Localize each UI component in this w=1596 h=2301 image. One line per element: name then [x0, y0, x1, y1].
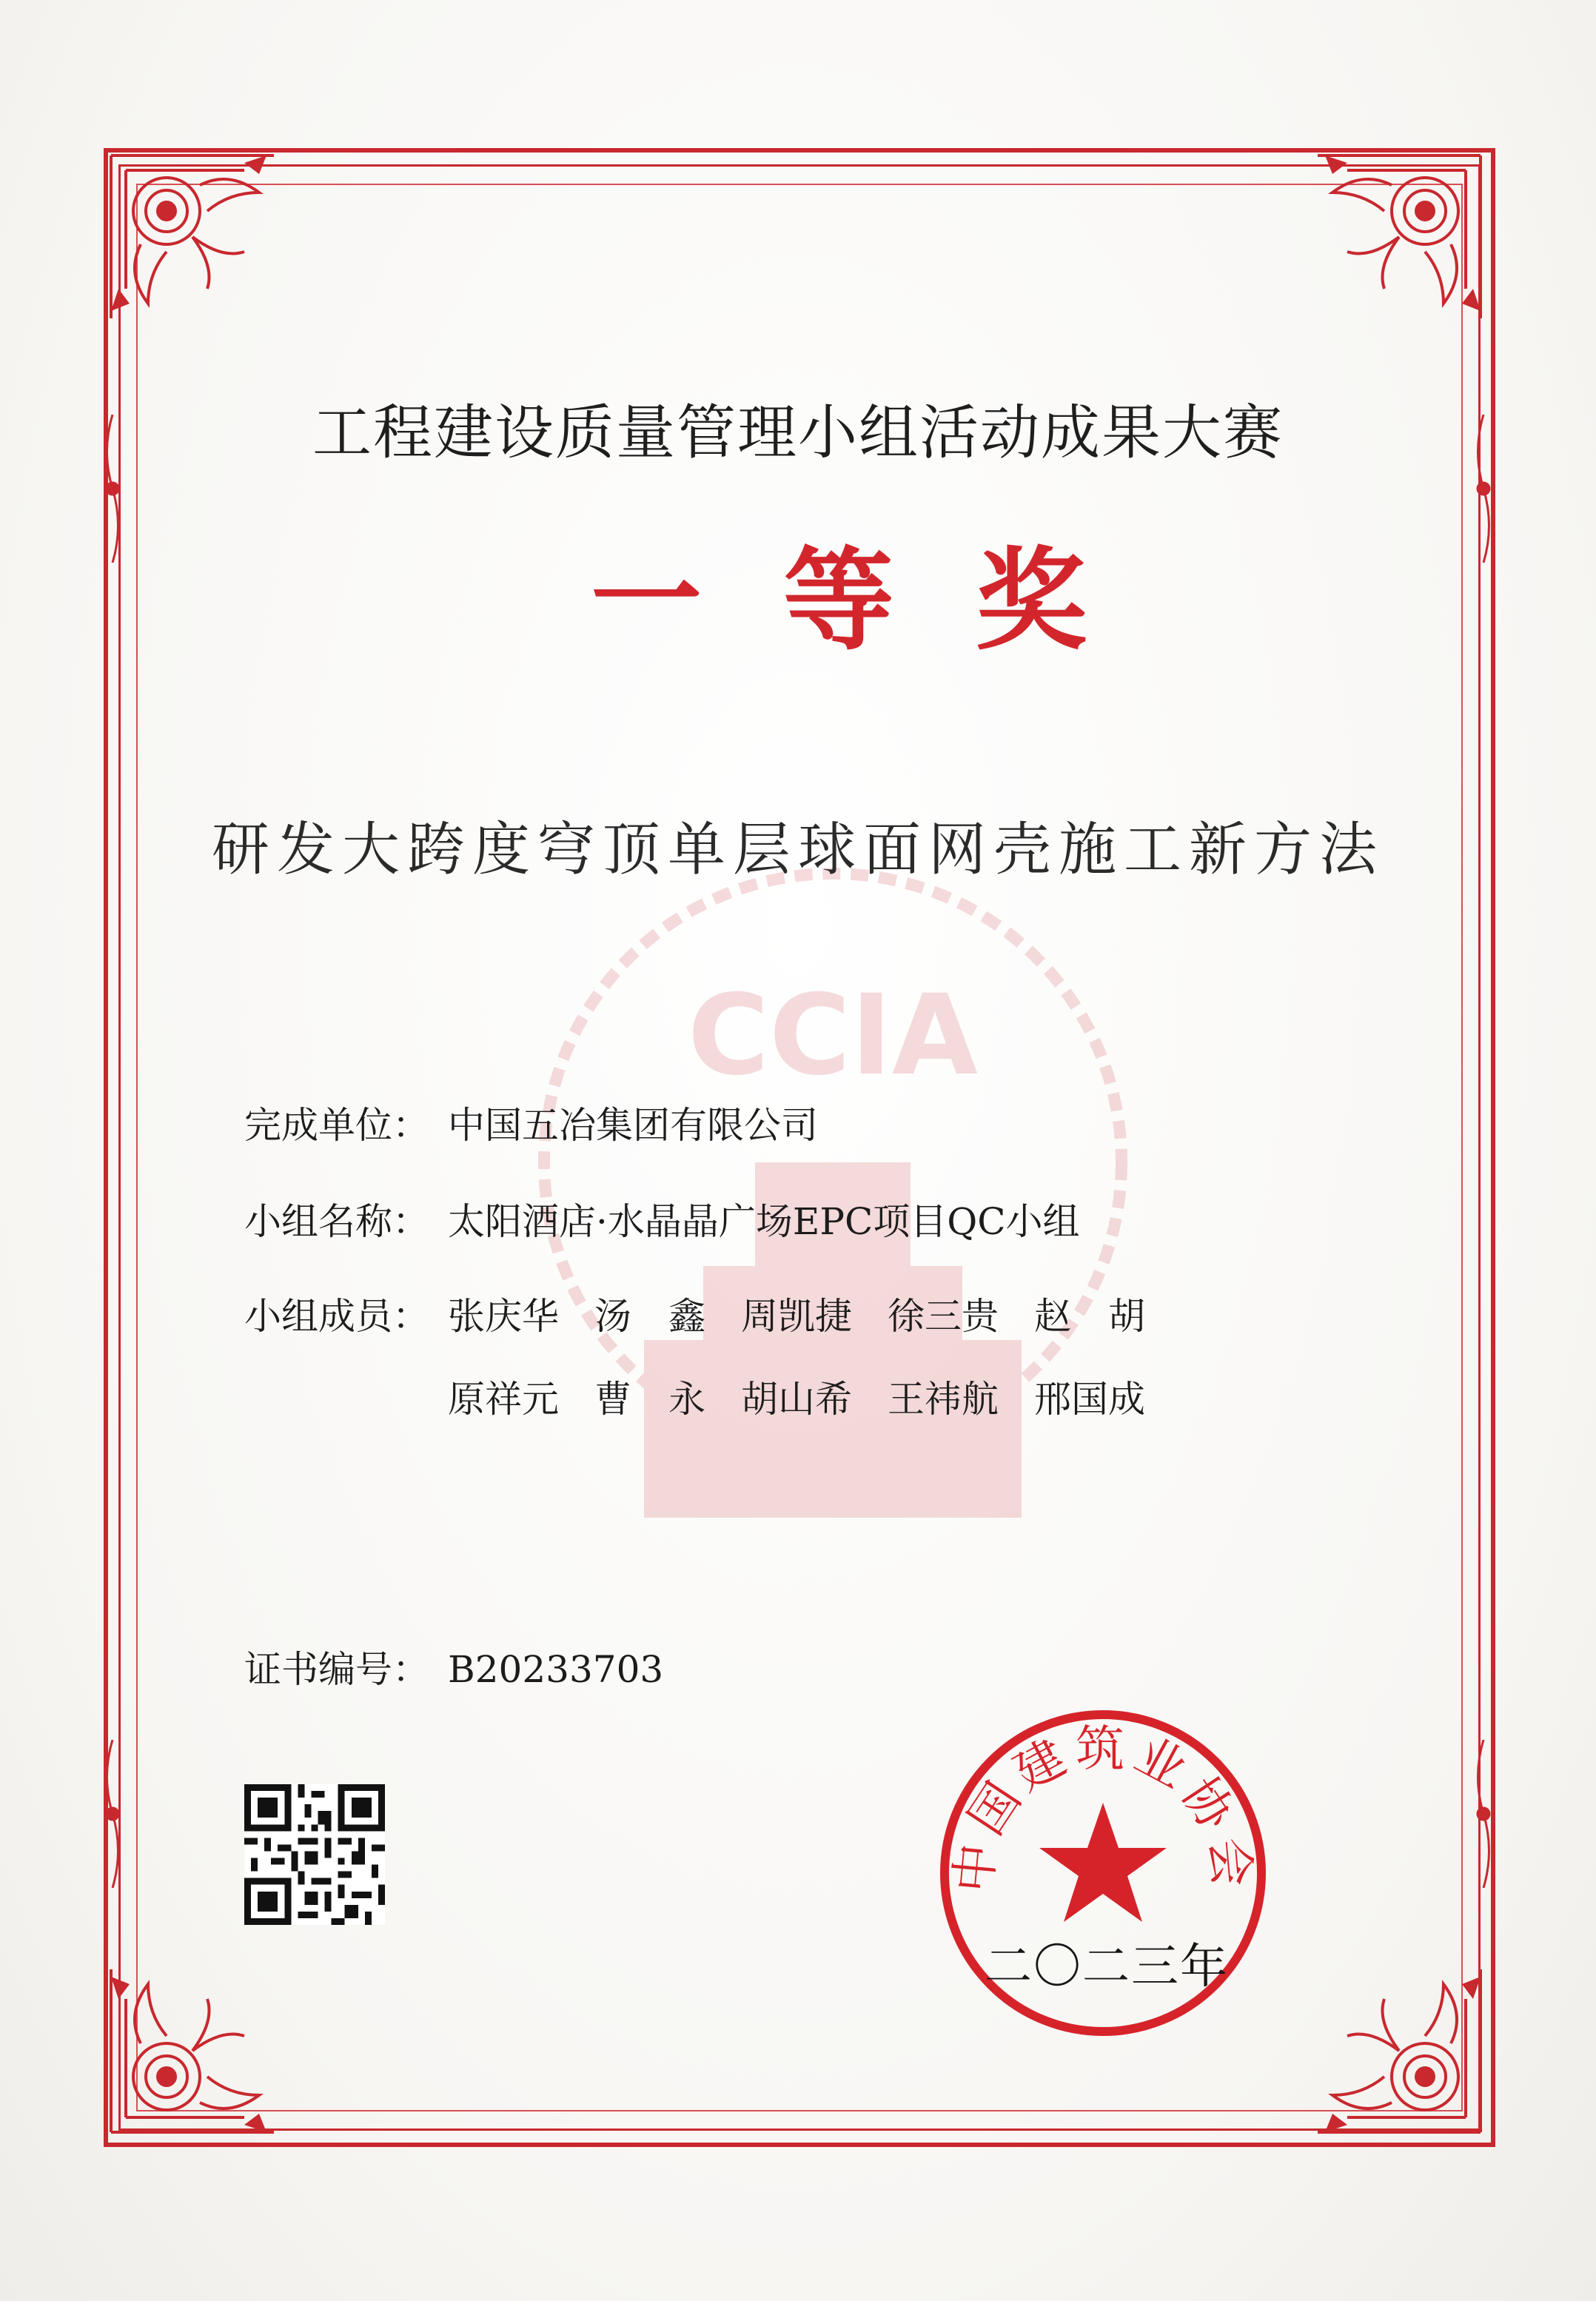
seal-star-icon	[1039, 1803, 1167, 1922]
issue-date: 二〇二三年	[985, 1940, 1229, 1994]
group-value: 太阳酒店·水晶晶广场EPC项目QC小组	[448, 1200, 1080, 1243]
corner-ornament-bottom-left	[96, 1955, 289, 2147]
seal-text: 中国建筑业协会	[945, 1720, 1261, 1895]
certificate-number-row	[244, 1640, 663, 1693]
watermark-text: CCIA	[687, 971, 979, 1100]
corner-ornament-top-left	[96, 141, 289, 333]
member-name: 原祥元	[448, 1378, 559, 1421]
member-name: 胡山希	[741, 1378, 852, 1421]
members-row-1	[244, 1287, 1181, 1340]
member-name: 王祎航	[888, 1378, 999, 1421]
project-title: 研发大跨度穹顶单层球面网壳施工新方法	[211, 817, 1384, 883]
qr-code-icon[interactable]	[244, 1784, 385, 1925]
competition-title: 工程建设质量管理小组活动成果大赛	[312, 398, 1284, 467]
group-row	[244, 1192, 1080, 1245]
member-name: 张庆华	[448, 1295, 559, 1338]
group-label: 小组名称：	[244, 1200, 429, 1243]
side-ornament-left-bottom	[98, 1740, 127, 1888]
company-row	[244, 1096, 818, 1149]
cert-no-value: B20233703	[448, 1648, 664, 1691]
members-label: 小组成员：	[244, 1295, 429, 1338]
corner-ornament-top-right	[1303, 141, 1495, 333]
member-name: 曹 永	[594, 1378, 705, 1421]
member-name: 汤 鑫	[594, 1295, 705, 1338]
company-value: 中国五冶集团有限公司	[448, 1104, 818, 1147]
company-label: 完成单位：	[244, 1104, 429, 1147]
cert-no-label: 证书编号：	[244, 1648, 429, 1691]
award-title: 一等奖	[590, 535, 1168, 666]
member-name: 徐三贵	[888, 1295, 999, 1338]
corner-ornament-bottom-right	[1303, 1955, 1495, 2147]
member-name: 赵 胡	[1034, 1295, 1145, 1338]
member-name: 周凯捷	[741, 1295, 852, 1338]
side-ornament-right-bottom	[1469, 1740, 1498, 1888]
members-row-2	[448, 1370, 1181, 1423]
member-name: 邢国成	[1034, 1378, 1145, 1421]
